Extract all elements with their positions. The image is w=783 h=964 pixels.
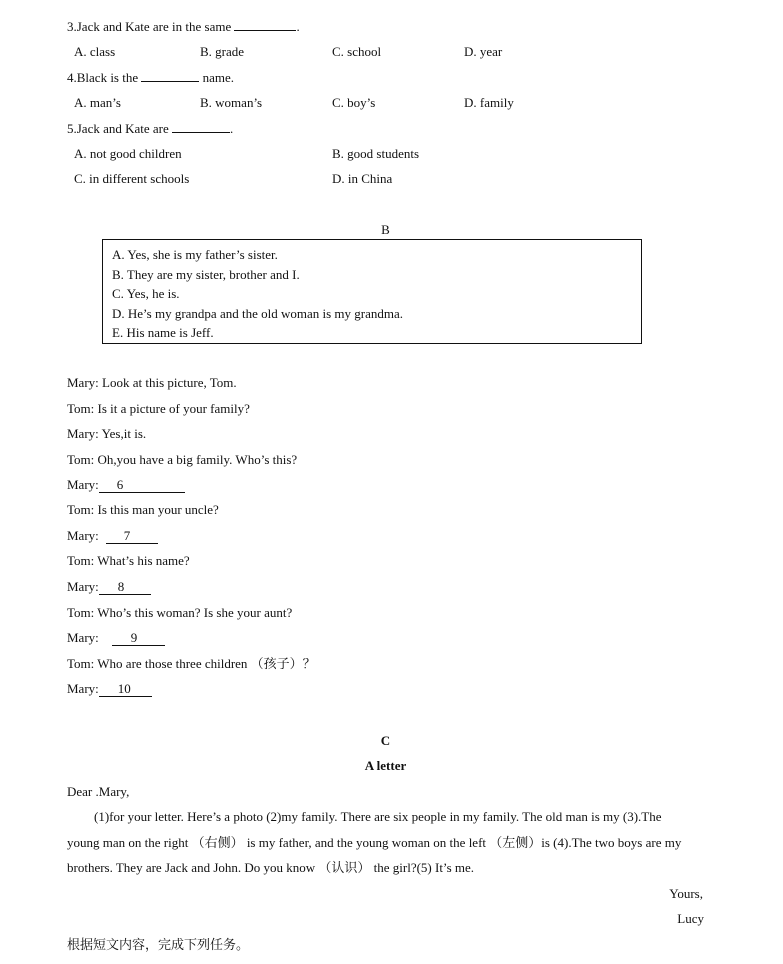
option-c[interactable]: C. school	[332, 44, 382, 59]
dialogue-line: Mary: 10	[67, 681, 152, 697]
letter-line: (1)for your letter. Here’s a photo (2)my family. There are six people in my family. The old man is my (3).The	[94, 809, 662, 824]
question-stem: 3.Jack and Kate are in the same .	[67, 19, 300, 34]
dialogue-line: Tom: Oh,you have a big family. Who’s this?	[67, 452, 298, 467]
dialogue-line: Tom: Is this man your uncle?	[67, 502, 219, 517]
letter-signature: Lucy	[677, 911, 704, 926]
dialogue-line: Mary: 7	[67, 528, 158, 544]
dialogue-line: Mary: Look at this picture, Tom.	[67, 375, 237, 390]
dialogue-line: Mary: 9	[67, 630, 165, 646]
dialogue-line: Tom: What’s his name?	[67, 553, 190, 568]
dialogue-line: Tom: Who’s this woman? Is she your aunt?	[67, 605, 293, 620]
answer-blank	[141, 69, 199, 82]
section-b-heading: B	[381, 222, 390, 237]
answer-blank-9[interactable]: 9	[112, 631, 165, 646]
option-d[interactable]: D. year	[464, 44, 503, 59]
box-option-e: E. His name is Jeff.	[112, 325, 214, 340]
letter-closing: Yours,	[669, 886, 703, 901]
answer-blank	[172, 120, 230, 133]
answer-blank-6[interactable]: 6	[99, 478, 185, 493]
box-option-a: A. Yes, she is my father’s sister.	[112, 247, 278, 262]
answer-blank-10[interactable]: 10	[99, 682, 152, 697]
option-c[interactable]: C. in different schools	[74, 171, 190, 186]
box-option-c: C. Yes, he is.	[112, 286, 180, 301]
dialogue-line: Tom: Is it a picture of your family?	[67, 401, 250, 416]
box-option-d: D. He’s my grandpa and the old woman is my grandma.	[112, 306, 403, 321]
question-stem: 5.Jack and Kate are .	[67, 121, 234, 136]
option-b[interactable]: B. woman’s	[200, 95, 263, 110]
dialogue-line: Mary: 8	[67, 579, 151, 595]
dialogue-line: Mary: 6	[67, 477, 185, 493]
option-a[interactable]: A. class	[74, 44, 116, 59]
answer-blank-7[interactable]: 7	[106, 529, 158, 544]
letter-salutation: Dear .Mary,	[67, 784, 130, 799]
box-option-b: B. They are my sister, brother and I.	[112, 267, 300, 282]
letter-title: A letter	[364, 758, 407, 773]
option-b[interactable]: B. good students	[332, 146, 420, 161]
question-stem: 4.Black is the name.	[67, 70, 235, 85]
letter-line: brothers. They are Jack and John. Do you know （认识） the girl?(5) It’s me.	[67, 860, 475, 875]
option-c[interactable]: C. boy’s	[332, 95, 376, 110]
dialogue-line: Tom: Who are those three children （孩子）？	[67, 656, 316, 671]
option-d[interactable]: D. family	[464, 95, 514, 110]
option-b[interactable]: B. grade	[200, 44, 245, 59]
answer-blank	[234, 18, 296, 31]
option-d[interactable]: D. in China	[332, 171, 393, 186]
option-a[interactable]: A. man’s	[74, 95, 121, 110]
task-instruction: 根据短文内容，完成下列任务。	[67, 937, 250, 952]
letter-line: young man on the right （右侧） is my father, and the young woman on the left （左侧）is (4).The two boys are my	[67, 835, 682, 850]
dialogue-line: Mary: Yes,it is.	[67, 426, 147, 441]
section-c-heading: C	[380, 733, 391, 748]
answer-blank-8[interactable]: 8	[99, 580, 151, 595]
option-a[interactable]: A. not good children	[74, 146, 182, 161]
